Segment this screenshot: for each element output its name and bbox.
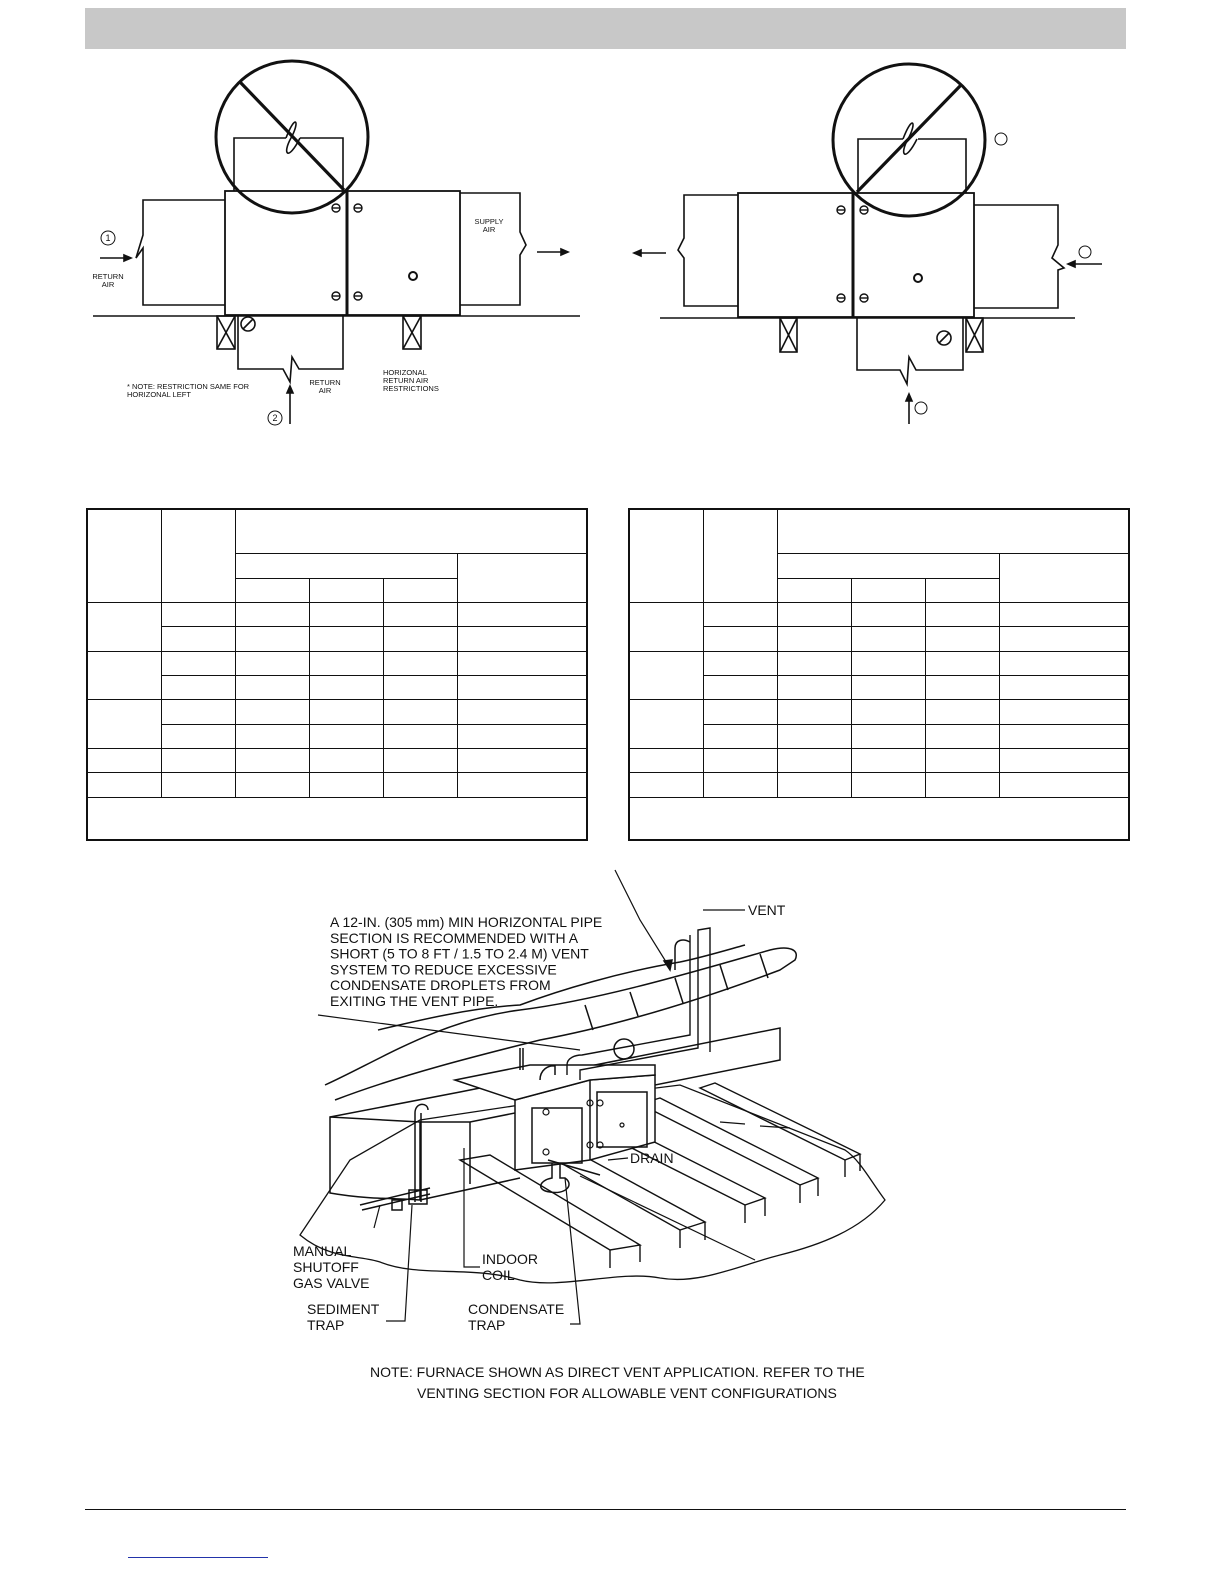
spec-table-left bbox=[86, 508, 588, 841]
left-furnace-diagram bbox=[93, 61, 580, 425]
table-cell bbox=[629, 509, 703, 602]
table-cell bbox=[457, 554, 587, 603]
supply-air-label: SUPPLY AIR bbox=[474, 217, 504, 234]
indoor-coil-label: INDOOR COIL bbox=[482, 1251, 538, 1283]
right-furnace-diagram bbox=[634, 64, 1102, 424]
vent-label: VENT bbox=[748, 902, 786, 918]
spec-table-right bbox=[628, 508, 1130, 841]
return-air-left-label: RETURN AIR bbox=[92, 272, 124, 289]
table-cell bbox=[235, 554, 457, 578]
condensate-trap-label: CONDENSATE TRAP bbox=[468, 1301, 565, 1333]
return-air-restriction-diagram bbox=[0, 0, 1224, 440]
footer-link-underline[interactable] bbox=[128, 1557, 268, 1558]
table-cell bbox=[999, 554, 1129, 603]
restriction-note: * NOTE: RESTRICTION SAME FOR HORIZONAL LEFT bbox=[127, 382, 250, 399]
horizontal-restrictions-label: HORIZONAL RETURN AIR RESTRICTIONS bbox=[383, 368, 439, 393]
table-cell bbox=[777, 509, 1129, 554]
figure-note-line-2: VENTING SECTION FOR ALLOWABLE VENT CONFIGURATIONS bbox=[417, 1385, 837, 1401]
attic-installation-illustration bbox=[0, 860, 1224, 1420]
sediment-trap-label: SEDIMENT TRAP bbox=[307, 1301, 380, 1333]
table-cell bbox=[235, 509, 587, 554]
table-cell bbox=[703, 509, 777, 602]
return-air-bottom-label: RETURN AIR bbox=[309, 378, 341, 395]
table-cell bbox=[87, 509, 161, 602]
callout-2-label: 2 bbox=[272, 413, 278, 423]
figure-note-line-1: NOTE: FURNACE SHOWN AS DIRECT VENT APPLICATION. REFER TO THE bbox=[370, 1364, 865, 1380]
footer-rule bbox=[85, 1509, 1126, 1510]
drain-label: DRAIN bbox=[630, 1150, 674, 1166]
table-cell bbox=[777, 554, 999, 578]
callout-1-label: 1 bbox=[105, 233, 111, 243]
pipe-section-note: A 12-IN. (305 mm) MIN HORIZONTAL PIPE SECTION IS RECOMMENDED WITH A SHORT (5 TO 8 FT / 1.5 TO 2.4 M) VENT SYSTEM TO REDUCE EXCESSIVE CONDENSATE DROPLETS FROM EXITING THE VENT PIPE. bbox=[330, 914, 603, 1009]
table-cell bbox=[161, 509, 235, 602]
manual-shutoff-gas-valve-label: MANUAL SHUTOFF GAS VALVE bbox=[293, 1243, 370, 1291]
